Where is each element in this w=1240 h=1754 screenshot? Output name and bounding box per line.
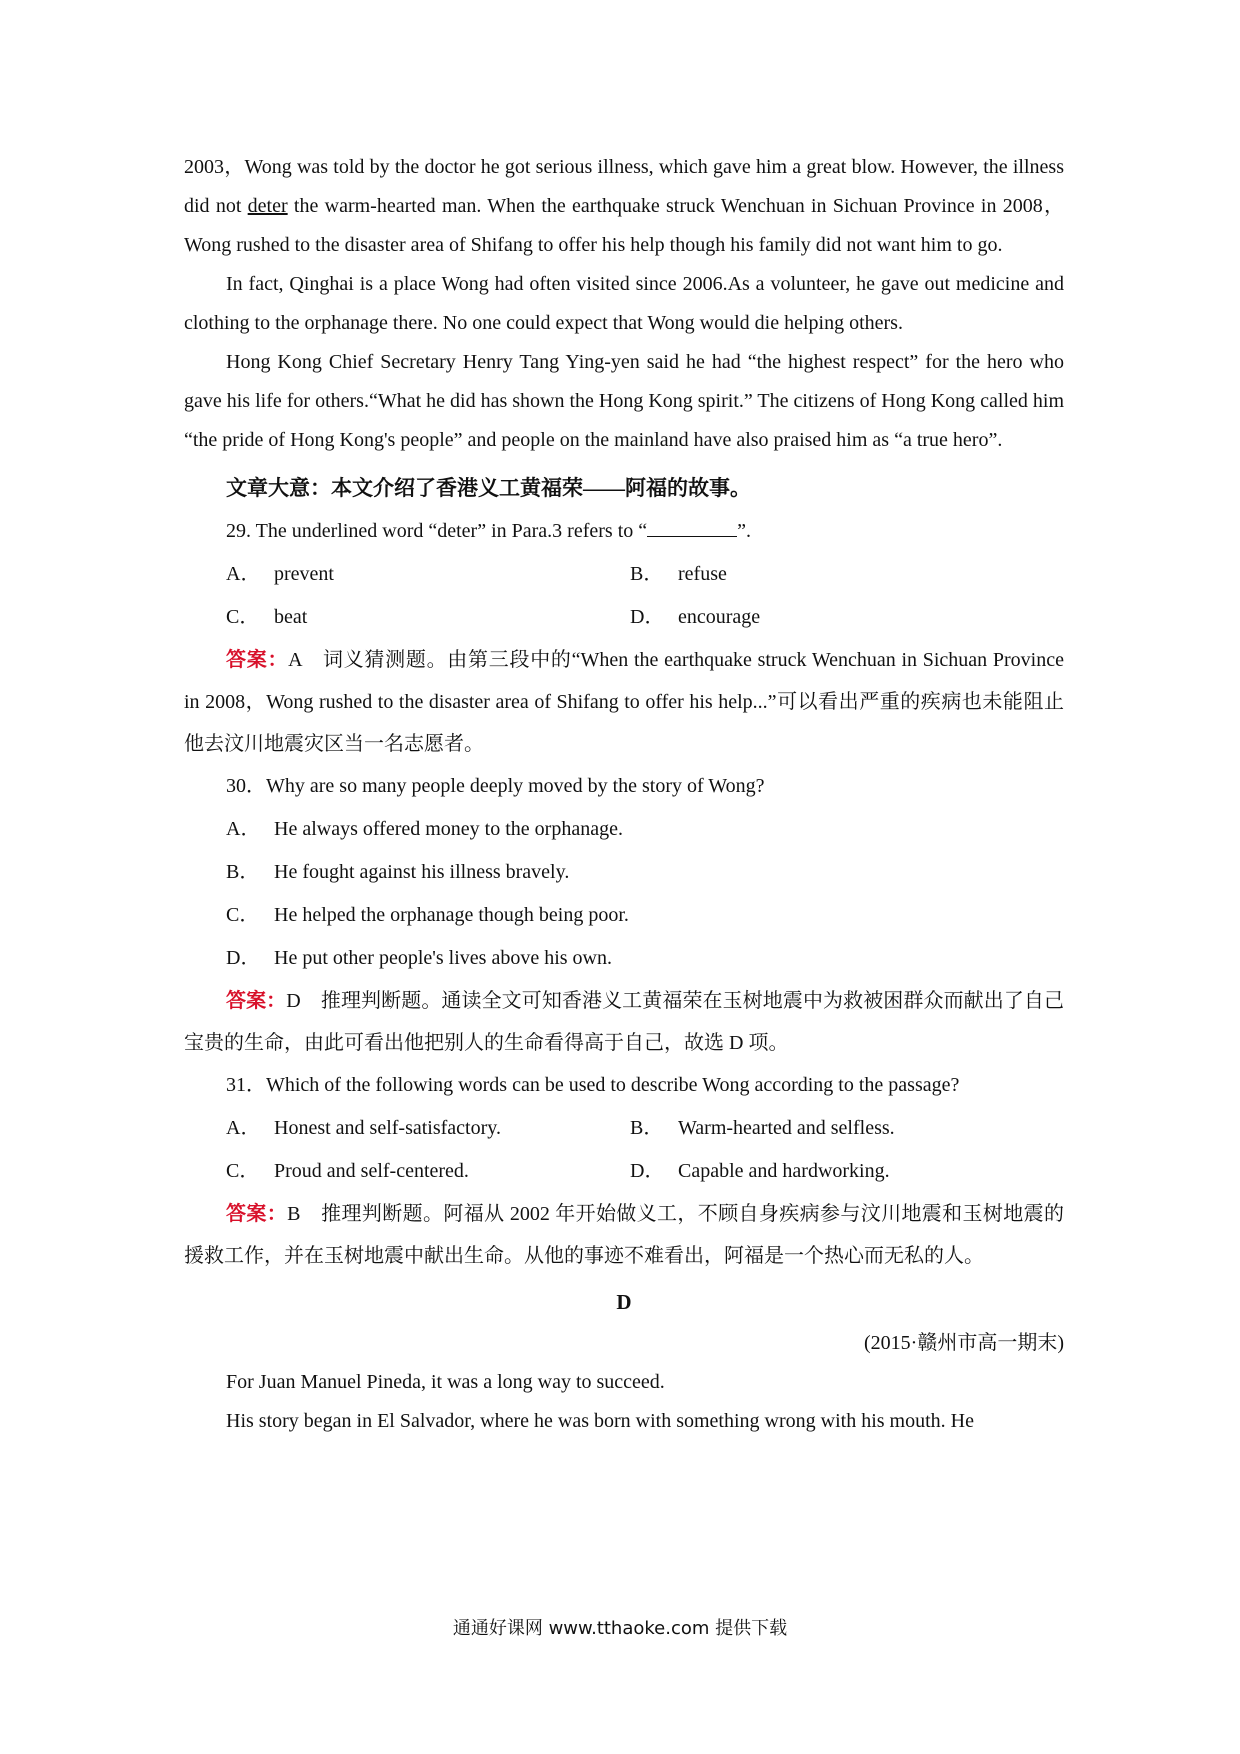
option-row <box>226 1107 1064 1150</box>
passage-paragraph: Hong Kong Chief Secretary Henry Tang Ying-yen said he had “the highest respect” for the hero who gave his life for others.“What he did has shown the Hong Kong spirit.” The citizens of Hong Kong called him “the pride of Hong Kong's people” and people on the mainland have also praised him as “a true hero”. <box>184 351 1064 451</box>
option-text: Honest and self-satisfactory. <box>274 1117 501 1139</box>
underlined-word: deter <box>247 195 288 217</box>
document-page <box>184 148 1064 1441</box>
article-summary: 文章大意：本文介绍了香港义工黄福荣——阿福的故事。 <box>226 476 751 500</box>
option-letter: B． <box>630 563 664 585</box>
option-text: He put other people's lives above his own. <box>274 947 612 969</box>
option-row <box>226 1150 1064 1193</box>
option-c <box>226 596 630 639</box>
answer-label: 答案： <box>226 649 289 671</box>
option-text: Capable and hardworking. <box>678 1160 890 1182</box>
option-text: He always offered money to the orphanage. <box>274 818 623 840</box>
option-c <box>226 894 1064 937</box>
option-c <box>226 1150 630 1193</box>
option-letter: C． <box>226 1160 260 1182</box>
source-note: (2015·赣州市高一期末) <box>864 1332 1064 1354</box>
answer-text: A 词义猜测题。由第三段中的“When the earthquake struck Wenchuan in Sichuan Province in 2008，Wong rushed to the disaster area of Shifang to offer his help...”可以看出严重的疾病也未能阻止他去汶川地震灾区当一名志愿者。 <box>184 649 1064 755</box>
option-b <box>630 1107 1034 1150</box>
option-b <box>630 553 1034 596</box>
option-d <box>630 596 1034 639</box>
option-d <box>630 1150 1034 1193</box>
answer-label: 答案： <box>226 990 287 1012</box>
option-text: beat <box>274 606 308 628</box>
option-text: prevent <box>274 563 334 585</box>
option-text: Proud and self-centered. <box>274 1160 469 1182</box>
question-30-stem: 30．Why are so many people deeply moved by the story of Wong? <box>226 775 765 797</box>
option-a <box>226 808 1064 851</box>
answer-30 <box>184 980 1064 1064</box>
passage-paragraph: For Juan Manuel Pineda, it was a long way to succeed. <box>226 1371 665 1393</box>
option-letter: B． <box>630 1117 664 1139</box>
stem-text: ”. <box>737 520 752 542</box>
option-text: He helped the orphanage though being poor. <box>274 904 629 926</box>
option-letter: A． <box>226 1117 261 1139</box>
passage-paragraph: In fact, Qinghai is a place Wong had often visited since 2006.As a volunteer, he gave out medicine and clothing to the orphanage there. No one could expect that Wong would die helping others. <box>184 273 1064 334</box>
answer-text: D 推理判断题。通读全文可知香港义工黄福荣在玉树地震中为救被困群众而献出了自己宝贵的生命，由此可看出他把别人的生命看得高于自己，故选 D 项。 <box>184 990 1064 1054</box>
option-letter: A． <box>226 818 261 840</box>
option-letter: B． <box>226 861 260 883</box>
option-d <box>226 937 1064 980</box>
option-row <box>226 553 1064 596</box>
question-31-stem: 31．Which of the following words can be used to describe Wong according to the passage? <box>226 1074 960 1096</box>
option-text: refuse <box>678 563 727 585</box>
option-letter: D． <box>226 947 261 969</box>
option-letter: D． <box>630 1160 665 1182</box>
option-letter: C． <box>226 904 260 926</box>
passage-paragraph <box>184 148 1064 265</box>
option-row <box>226 596 1064 639</box>
answer-blank <box>647 518 737 537</box>
option-a <box>226 553 630 596</box>
answer-31 <box>184 1193 1064 1277</box>
option-b <box>226 851 1064 894</box>
text-run: the warm-hearted man. When the earthquake struck Wenchuan in Sichuan Province in 2008，Wong rushed to the disaster area of Shifang to offer his help though his family did not want him to go. <box>184 195 1064 256</box>
section-heading: D <box>616 1290 632 1314</box>
answer-29 <box>184 639 1064 765</box>
page-footer: 通通好课网 www.tthaoke.com 提供下载 <box>452 1618 788 1639</box>
option-a <box>226 1107 630 1150</box>
option-text: Warm-hearted and selfless. <box>678 1117 895 1139</box>
answer-label: 答案： <box>226 1203 288 1225</box>
stem-text: 29. The underlined word “deter” in Para.3 refers to “ <box>226 520 648 542</box>
option-text: encourage <box>678 606 761 628</box>
option-letter: A． <box>226 563 261 585</box>
answer-text: B 推理判断题。阿福从 2002 年开始做义工，不顾自身疾病参与汶川地震和玉树地震的援救工作，并在玉树地震中献出生命。从他的事迹不难看出，阿福是一个热心而无私的人。 <box>184 1203 1065 1267</box>
text-run: 2003，Wong was told by the doctor he got serious illness, which gave him a great blow. However, the illness did not <box>184 156 1064 217</box>
option-letter: C． <box>226 606 260 628</box>
option-letter: D． <box>630 606 665 628</box>
option-text: He fought against his illness bravely. <box>274 861 570 883</box>
question-29-stem <box>226 510 1064 553</box>
passage-paragraph: His story began in El Salvador, where he was born with something wrong with his mouth. He <box>226 1410 974 1432</box>
